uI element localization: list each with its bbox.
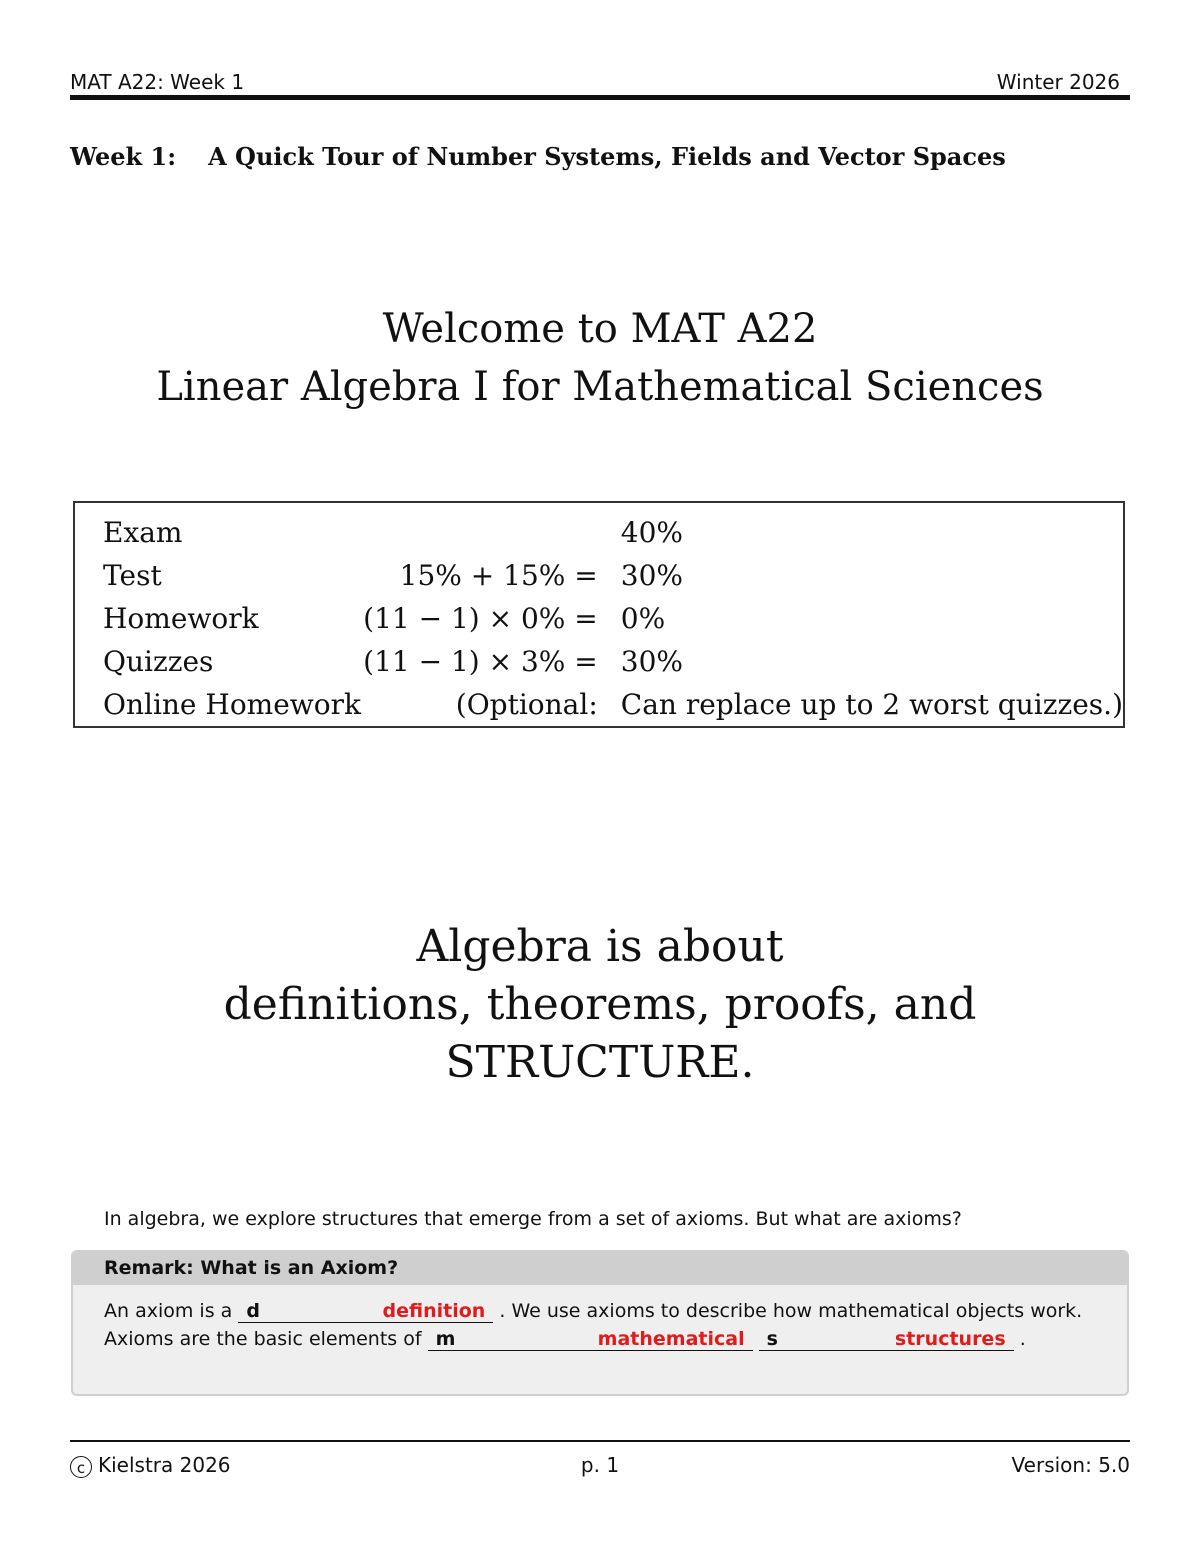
grade-item: Exam xyxy=(103,516,183,549)
remark-body xyxy=(104,1297,1104,1353)
remark-text: . xyxy=(1019,1328,1026,1350)
welcome-line: Welcome to MAT A22 xyxy=(382,306,818,352)
grade-formula: (11 − 1) × 0% = xyxy=(363,602,598,635)
remark-text: An axiom is a xyxy=(104,1300,233,1322)
remark-text: . We use axioms to describe how mathematical objects work. xyxy=(499,1300,1083,1322)
footer-author: Kielstra 2026 xyxy=(98,1453,231,1477)
grade-value: 30% xyxy=(620,559,683,592)
grade-formula: (Optional: xyxy=(455,688,598,721)
grade-value: 30% xyxy=(620,645,683,678)
intro-sentence: In algebra, we explore structures that emerge from a set of axioms. But what are axioms? xyxy=(104,1208,962,1230)
fill-blank-structures xyxy=(759,1328,1014,1351)
grade-item: Quizzes xyxy=(103,645,214,678)
table-row xyxy=(103,511,1123,554)
remark-text: Axioms are the basic elements of xyxy=(104,1328,422,1350)
blank-hint: m xyxy=(435,1328,456,1350)
grade-item: Homework xyxy=(103,602,259,635)
blank-hint: d xyxy=(246,1300,260,1322)
table-row xyxy=(103,597,1123,640)
grade-value: Can replace up to 2 worst quizzes.) xyxy=(620,688,1123,721)
copyright-icon: c xyxy=(70,1456,92,1478)
grade-formula xyxy=(361,511,621,554)
header-course-week: MAT A22: Week 1 xyxy=(70,70,245,94)
algebra-statement xyxy=(0,918,1200,1092)
grade-formula: (11 − 1) × 3% = xyxy=(363,645,598,678)
remark-title: Remark: What is an Axiom? xyxy=(104,1257,399,1279)
week-topic: A Quick Tour of Number Systems, Fields and Vector Spaces xyxy=(208,142,1006,171)
grade-item: Test xyxy=(103,559,162,592)
table-row xyxy=(103,683,1123,726)
week-label: Week 1: xyxy=(70,142,177,171)
algebra-line-1: Algebra is about xyxy=(416,921,784,972)
course-name: Linear Algebra I for Mathematical Sciences xyxy=(156,364,1044,410)
grade-formula: 15% + 15% = xyxy=(399,559,598,592)
blank-hint: s xyxy=(766,1328,778,1350)
welcome-block xyxy=(0,300,1200,416)
footer-rule xyxy=(70,1440,1130,1442)
grade-item: Online Homework xyxy=(103,688,361,721)
blank-answer: definition xyxy=(382,1300,486,1322)
grade-value: 0% xyxy=(620,602,666,635)
fill-blank-mathematical xyxy=(428,1328,753,1351)
header-rule xyxy=(70,95,1130,100)
grading-table xyxy=(103,511,1123,726)
remark-sentence-2 xyxy=(104,1325,1104,1353)
blank-answer: mathematical xyxy=(597,1328,745,1350)
footer-version: Version: 5.0 xyxy=(1011,1453,1130,1477)
remark-header xyxy=(73,1252,1127,1285)
week-title xyxy=(70,142,1006,171)
remark-box xyxy=(71,1250,1129,1396)
algebra-line-2: definitions, theorems, proofs, and xyxy=(223,979,977,1030)
fill-blank-definition xyxy=(238,1300,493,1323)
grading-scheme-box xyxy=(73,501,1125,728)
algebra-line-3: STRUCTURE. xyxy=(445,1037,755,1088)
table-row xyxy=(103,640,1123,683)
header-term: Winter 2026 xyxy=(996,70,1120,94)
table-row xyxy=(103,554,1123,597)
grade-value: 40% xyxy=(620,516,683,549)
footer-page-number: p. 1 xyxy=(580,1453,620,1477)
remark-sentence-1 xyxy=(104,1297,1104,1325)
blank-answer: structures xyxy=(894,1328,1006,1350)
